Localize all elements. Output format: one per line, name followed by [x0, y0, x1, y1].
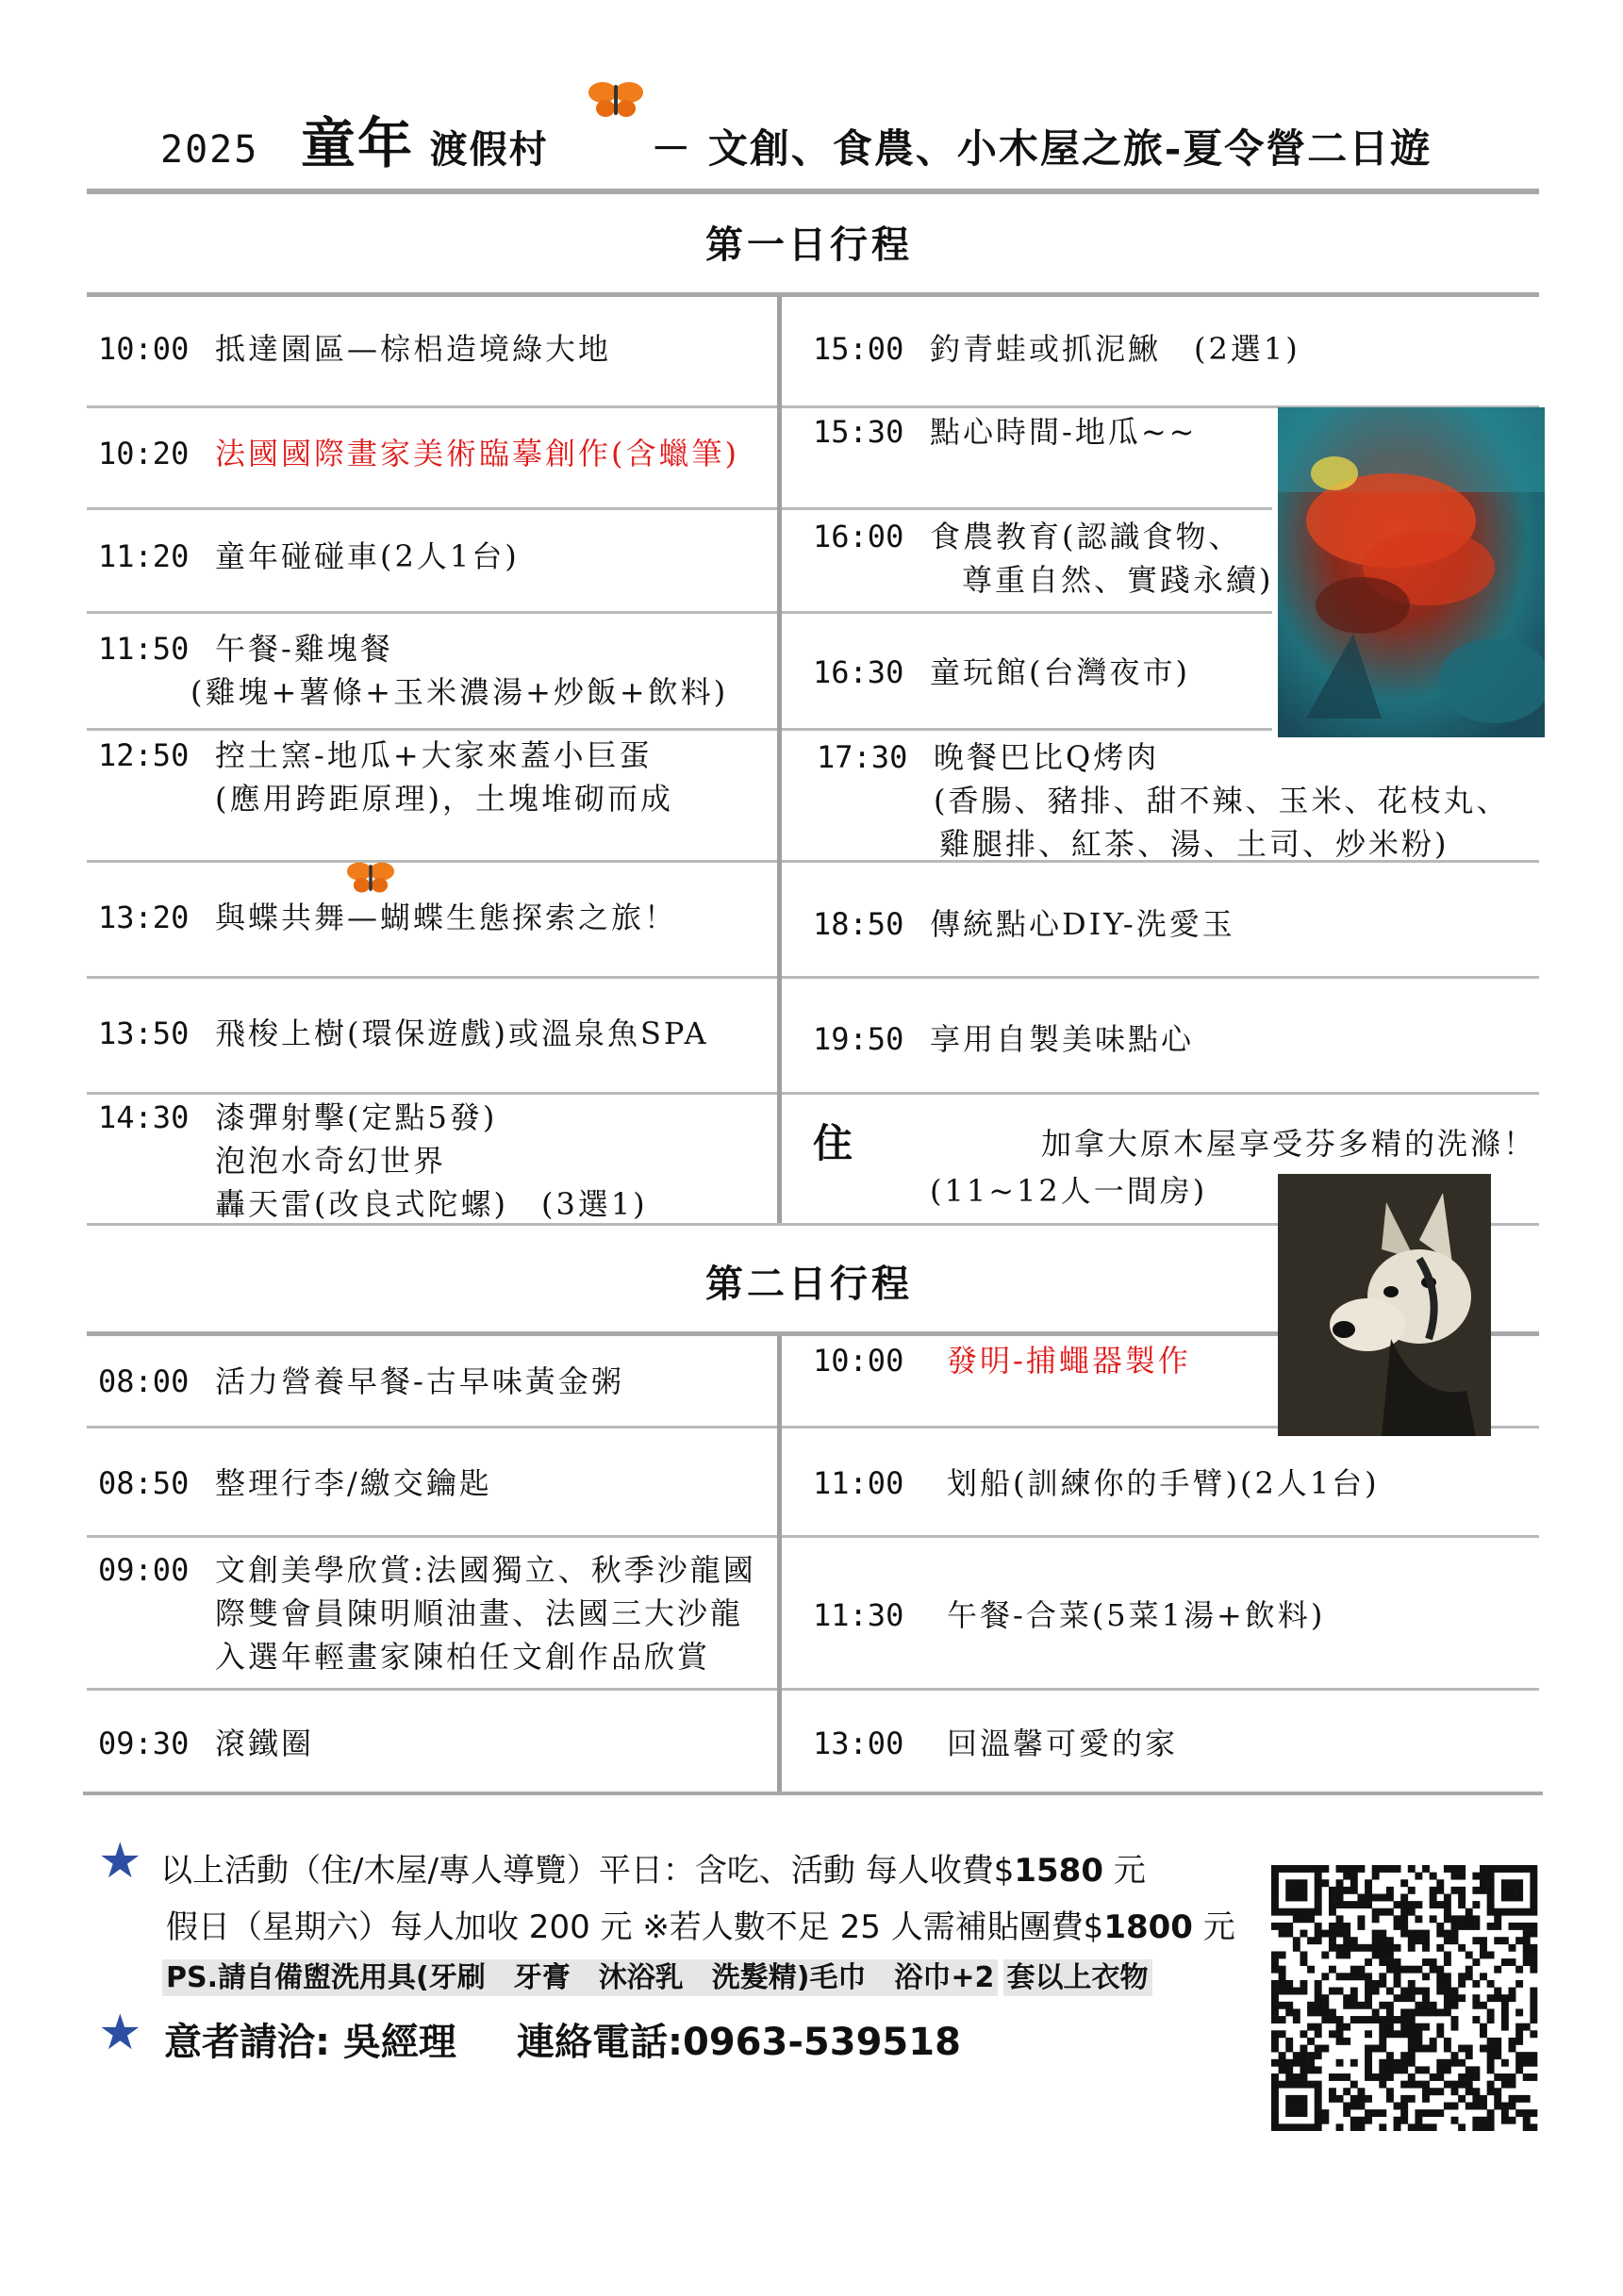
dog-painting [1278, 1174, 1491, 1436]
schedule-item: 08:50 整理行李/繳交鑰匙 [98, 1465, 492, 1501]
title-year: 2025 [160, 128, 259, 172]
schedule-item: 17:30 晚餐巴比Q烤肉 (香腸、豬排、甜不辣、玉米、花枝丸、 雞腿排、紅茶、湯、土司、炒米粉) [817, 739, 1510, 862]
title-name: 童年 [300, 111, 414, 175]
day2-heading: 第二日行程 [705, 1262, 913, 1306]
schedule-item: 13:50 飛梭上樹(環保遊戲)或溫泉魚SPA [98, 1016, 709, 1051]
schedule-item: 11:30 午餐-合菜(5菜1湯+飲料) [813, 1597, 1326, 1633]
schedule-item: 16:30 童玩館(台灣夜市) [813, 654, 1190, 690]
schedule-item: 15:00 釣青蛙或抓泥鰍 (2選1) [813, 331, 1300, 367]
price-note-line1: 以上活動（住/木屋/專人導覽）平日：含吃、活動 每人收費$1580 元 [160, 1852, 1146, 1890]
contact-person: 意者請洽: 吳經理 [164, 2021, 456, 2064]
day1-rule [87, 292, 1539, 297]
schedule-item: 11:50 午餐-雞塊餐 (雞塊+薯條+玉米濃湯+炒飯+飲料) [98, 631, 729, 710]
schedule-item: 10:20 法國國際畫家美術臨摹創作(含蠟筆) [98, 436, 739, 471]
butterfly-icon [343, 860, 398, 896]
schedule-item: 16:00 食農教育(認識食物、 尊重自然、實踐永續) [813, 519, 1274, 598]
schedule-item: 19:50 享用自製美味點心 [813, 1021, 1195, 1057]
title-subtitle: － 文創、食農、小木屋之旅-夏令營二日遊 [651, 125, 1433, 172]
stay-label: 住 [813, 1120, 853, 1166]
stay-note: (11~12人一間房) [930, 1173, 1208, 1209]
day1-column-divider [777, 297, 782, 1226]
schedule-item: 14:30 漆彈射擊(定點5發) 泡泡水奇幻世界 轟天雷(改良式陀螺) (3選1) [98, 1099, 648, 1222]
schedule-item: 09:00 文創美學欣賞:法國獨立、秋季沙龍國 際雙會員陳明順油畫、法國三大沙龍 入選年輕畫家陳柏任文創作品欣賞 [98, 1552, 756, 1675]
schedule-item: 10:00 發明-捕蠅器製作 [813, 1343, 1191, 1379]
title-name-suffix: 渡假村 [429, 127, 549, 172]
schedule-item: 11:00 划船(訓練你的手臂)(2人1台) [813, 1465, 1380, 1501]
schedule-item: 09:30 滾鐵圈 [98, 1726, 315, 1761]
butterfly-icon [587, 79, 645, 121]
page-title [160, 99, 1432, 178]
star-icon: ★ [98, 1833, 142, 1890]
schedule-item: 13:00 回溫馨可愛的家 [813, 1726, 1179, 1761]
day1-heading: 第一日行程 [705, 223, 913, 267]
abstract-painting [1278, 407, 1545, 737]
title-rule [87, 189, 1539, 194]
stay-text: 加拿大原木屋享受芬多精的洗滌！ [1041, 1126, 1537, 1162]
ps-note: PS.請自備盥洗用具(牙刷 牙膏 沐浴乳 洗髮精)毛巾 浴巾+2 套以上衣物 [162, 1954, 1152, 1995]
qr-code[interactable] [1271, 1865, 1541, 2131]
contact-phone[interactable]: 連絡電話:0963-539518 [517, 2021, 961, 2064]
schedule-item: 18:50 傳統點心DIY-洗愛玉 [813, 906, 1235, 942]
price-note-line2: 假日（星期六）每人加收 200 元 ※若人數不足 25 人需補貼團費$1800 元 [166, 1908, 1235, 1946]
schedule-item: 15:30 點心時間-地瓜~~ [813, 414, 1198, 450]
schedule-item: 10:00 抵達園區—棕梠造境綠大地 [98, 331, 612, 367]
day2-column-divider [777, 1336, 782, 1793]
schedule-item: 13:20 與蝶共舞—蝴蝶生態探索之旅！ [98, 900, 678, 935]
schedule-item: 12:50 控土窯-地瓜+大家來蓋小巨蛋 (應用跨距原理)，土塊堆砌而成 [98, 737, 673, 817]
schedule-item: 11:20 童年碰碰車(2人1台) [98, 538, 520, 574]
schedule-item: 08:00 活力營養早餐-古早味黃金粥 [98, 1363, 624, 1399]
star-icon: ★ [98, 2005, 142, 2061]
